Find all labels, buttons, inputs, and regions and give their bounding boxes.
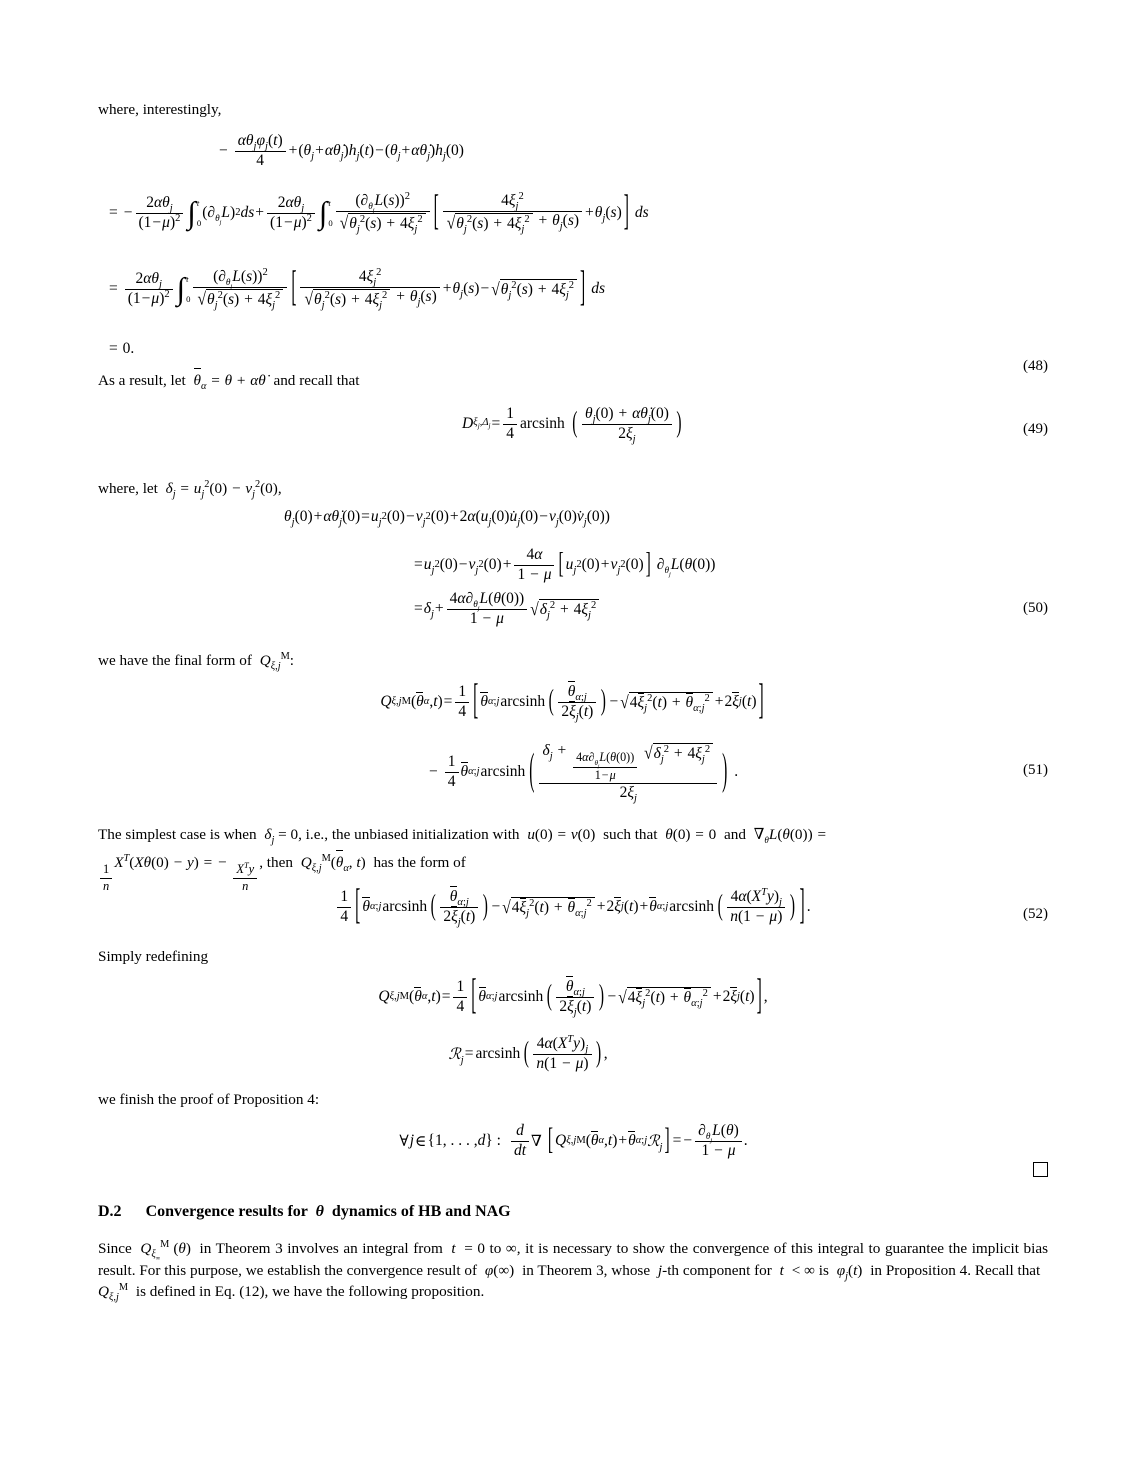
qed-square-icon	[1033, 1162, 1048, 1177]
final-form-post: :	[289, 652, 295, 669]
line-where-interestingly: where, interestingly,	[98, 101, 222, 118]
equation-48-line2: = − $\frac{2\alpha\theta_j}{(1-\mu)^2}$ ∫ t 0 ( $\partial_{\theta_j}L$ ) 2 ds + $\frac{2\alpha\theta_j}{(1-\mu)^2}$ ∫ t 0 $(\partial_{\theta_j}L(s))^2$ √ $\theta_j^2(s) + 4\xi_j^2$ [ $4\xi_j^2$ √ $\theta_j^2(s) + 4\xi_j^2$ + $\theta_j(s)$ + $\theta_j$ ( s ) ] ds	[109, 188, 649, 236]
simplest-case-s1: The simplest case is when	[98, 826, 257, 843]
closing-s5: -th component for	[662, 1261, 772, 1279]
section-number: D.2	[98, 1203, 122, 1220]
section-title-part2: dynamics of HB and NAG	[331, 1203, 511, 1220]
closing-s7: in Proposition 4. Recall that	[870, 1261, 1041, 1279]
simplest-case-s2: = 0, i.e., the unbiased initialization with	[278, 826, 520, 843]
line-finish-proof: we finish the proof of Proposition 4:	[98, 1091, 320, 1108]
line-where-let-delta: where, let $\delta_j = u_j^2(0) - v_j^2(0)$,	[98, 478, 282, 501]
equation-51-line1: Q ξ,j M ( θ α , t ) = $\frac{1}{4}$ [ θ α;j arcsinh ( $\frac{\theta_{\alpha;j}}{2\xi_j(t)}$ ) − √ $4\xi_j^2(t) + \theta_{\alpha;j}^2$ + 2 ξ j ( t ) ]	[380, 678, 764, 725]
equation-number-51: (51)	[1023, 762, 1048, 778]
closing-s4: in Theorem 3, whose	[522, 1261, 651, 1279]
simplest-case-s3: such that	[603, 826, 658, 843]
equation-50-line3: = $\delta_j$ + $\frac{4\alpha\partial_{\theta_j}L(\theta(0))}{1 - \mu}$ √ $\delta_j^2 + 4\xi_j^2$ (50)	[414, 590, 1048, 627]
as-a-result-post: and recall that	[273, 372, 360, 389]
equation-number-49: (49)	[1023, 421, 1048, 437]
equation-redefine-R: ℛ$_j$ = arcsinh ( $\frac{4\alpha(X^Ty)_j}{n(1 - \mu)}$ ) ,	[448, 1033, 608, 1072]
closing-s3: = 0 to ∞, it is necessary to show the convergence of this integral to guarantee the implicit bias result. For this purpose, we establish the convergence result of	[98, 1240, 1048, 1279]
simplest-case-s4: and	[724, 826, 746, 843]
closing-s1: Since	[98, 1240, 132, 1257]
section-title-theta: θ	[315, 1203, 324, 1220]
equation-proposition-4: ∀ j ∈ {1, . . . , d } : $\frac{d}{dt}$ ∇ [ Q ξ,j M ( θ α , t ) + θ α;j ℛ$_j$ ] = − $\frac{\partial_{\theta_j}L(\theta)}{1 - \mu}$ .	[399, 1122, 748, 1159]
paragraph-simplest-case-line2: $\frac{1}{n}$ $X^T(X\theta(0) - y)$ = − $\frac{X^Ty}{n}$ , then $Q_{\xi,j}^M(\theta_\alpha$, t) has the form of	[98, 852, 1048, 894]
closing-s6: < ∞ is	[791, 1261, 829, 1279]
line-simply-redefining: Simply redefining	[98, 948, 209, 965]
equation-number-48: (48)	[1023, 358, 1048, 374]
section-heading-d2	[98, 1203, 511, 1221]
as-a-result-pre: As a result, let	[98, 372, 186, 389]
simplest-case-s6: has the form of	[373, 854, 466, 871]
final-form-pre: we have the final form of	[98, 652, 252, 669]
line-as-a-result: As a result, let $\theta_\alpha = \theta$ + αθ̇ and recall that	[98, 372, 360, 393]
equation-48-line3: = $\frac{2\alpha\theta_j}{(1-\mu)^2}$ ∫ t 0 $(\partial_{\theta_j}L(s))^2$ √ $\theta_j^2(s) + 4\xi_j^2$ [ $4\xi_j^2$ √ $\theta_j^2(s) + 4\xi_j^2$ + $\theta_j(s)$ + $\theta_j$ ( s ) − √ $\theta_j^2(s) + 4\xi_j^2$ ] ds	[109, 264, 606, 312]
equation-49: D $\xi_j,\Delta_j$ = $\frac{1}{4}$ arcsinh ( $\frac{\theta_j(0) + \alpha\thetȧ_j(0)}{2\xi_j}$ ) (49)	[461, 405, 1048, 445]
line-final-form: we have the final form of $Q_{\xi,j}^M$:	[98, 650, 295, 673]
closing-s2: in Theorem 3 involves an integral from	[199, 1240, 443, 1257]
equation-48-line1: − $\frac{\alpha\theta_j\varphi_j(t)}{4}$ + ( $\theta_j$ + α $\thetȧ_j$ ) $h_j$ ( t ) − ( $\theta_j$ + α $\thetȧ_j$ ) $h_j$ (0)	[219, 132, 464, 169]
equation-number-50: (50)	[1023, 600, 1048, 616]
paragraph-closing: Since $Q_{\xi_\infty}^M$ (θ) in Theorem 3 involves an integral from t = 0 to ∞, it is necessary to show the convergence of this integral to guarantee the implicit bias result. For this purpose, we establish the convergence result of φ(∞) in Theorem 3, whose j-th component for t < ∞ is $\varphi_j(t)$ in Proposition 4. Recall that $Q_{\xi,j}^M$ is defined in Eq. (12), we have the following proposition.	[98, 1238, 1048, 1304]
closing-s8: is defined in Eq. (12), we have the following proposition.	[135, 1283, 485, 1301]
paragraph-simplest-case: The simplest case is when $\delta_j = 0$, i.e., the unbiased initialization with u(0) = v(0) such that θ(0) = 0 and $\nabla_\theta L(\theta(0))$ =	[98, 826, 827, 847]
equation-50-line2: = $u_j$ 2 (0) − $v_j$ 2 (0) + $\frac{4\alpha}{1 - \mu}$ [ $u_j$ 2 (0) + $v_j$ 2 (0) ] $\partial_{\theta_j}L$ ( θ (0))	[414, 546, 716, 583]
simplest-case-s5: , then	[259, 854, 293, 871]
equation-number-52: (52)	[1023, 906, 1048, 922]
qed-box	[1033, 1162, 1048, 1177]
equation-52: $\frac{1}{4}$ [ θ α;j arcsinh ( $\frac{\theta_{\alpha;j}}{2\xi_j(t)}$ ) − √ $4\xi_j^2(t) + \theta_{\alpha;j}^2$ + 2 ξ j ( t ) + θ α;j arcsinh ( $\frac{4\alpha(X^Ty)_j}{n(1 - \mu)}$ ) ] . (52)	[98, 888, 1048, 927]
where-let-label: where, let	[98, 480, 158, 497]
section-title-part1: Convergence results for	[145, 1203, 308, 1220]
equation-51-line2: − $\frac{1}{4}$ θ α;j arcsinh ( $\delta_j$ + $\frac{4\alpha\partial_{\theta_j}L(\theta(0))}{1-\mu}$ √ $\delta_j^2 + 4\xi_j^2$ $2\xi_j$ ) . (51)	[429, 742, 1048, 804]
equation-50-line1: $\theta_j$ (0) + $\alpha\thetȧ_j$ (0) = $u_j$ 2 (0) − $v_j$ 2 (0) + 2 α ( $u_j$ (0) $u̇_j$ (0) − $v_j$ (0) $v̇_j$ (0))	[284, 508, 610, 529]
equation-redefine-Q: Q ξ,j M ( θ α , t ) = $\frac{1}{4}$ [ θ α;j arcsinh ( $\frac{\theta_{\alpha;j}}{2\xi_j(t)}$ ) − √ $4\xi_j^2(t) + \theta_{\alpha;j}^2$ + 2 ξ j ( t ) ] ,	[378, 973, 768, 1020]
equation-48-line4: = 0. (48)	[109, 340, 1048, 374]
